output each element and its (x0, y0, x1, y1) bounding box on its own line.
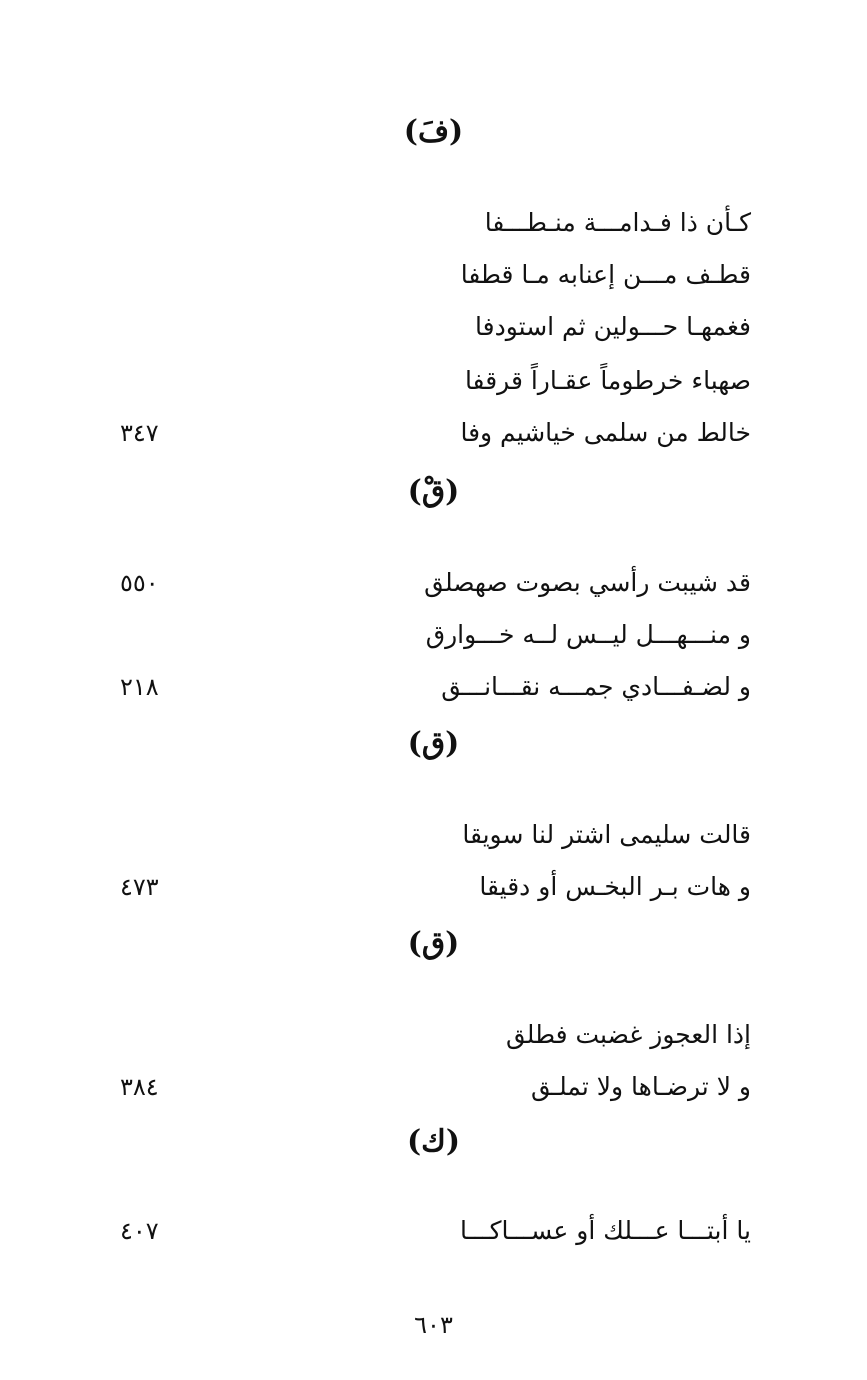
verse-line: قالت سليمى اشتر لنا سويقا (462, 820, 751, 849)
reference-number: ٤٠٧ (120, 1217, 159, 1245)
verse-line: خالط من سلمى خياشيم وفا (460, 418, 751, 447)
rhyme-heading-qaf: (ق) (407, 726, 460, 761)
verse-line: فغمهـا حـــولين ثم استودفا (475, 312, 751, 341)
verse-line: و لضـفـــادي جمـــه نقـــانـــق (441, 672, 751, 701)
rhyme-heading-kaf: (ك) (406, 1124, 461, 1159)
rhyme-heading-fa: (فَ) (403, 114, 464, 149)
verse-line: يا أبتـــا عـــلك أو عســـاكـــا (460, 1216, 751, 1245)
verse-line: قد شيبت رأسي بصوت صهصلق (424, 568, 751, 597)
reference-number: ٣٨٤ (120, 1073, 159, 1101)
reference-number: ٣٤٧ (120, 419, 159, 447)
reference-number: ٢١٨ (120, 673, 159, 701)
page-number: ٦٠٣ (414, 1311, 453, 1339)
verse-line: إذا العجوز غضبت فطلق (505, 1020, 751, 1049)
rhyme-heading-qaf: (ق) (407, 926, 460, 961)
reference-number: ٤٧٣ (120, 873, 159, 901)
verse-line: كـأن ذا فـدامـــة منـطـــفا (484, 208, 751, 237)
verse-line: و منـــهـــل ليــس لــه خـــوارق (425, 620, 751, 649)
verse-line: صهباء خرطوماً عقـاراً قرقفا (464, 366, 751, 395)
verse-line: قطـف مـــن إعنابه مـا قطفا (460, 260, 751, 289)
rhyme-heading-qaf-sukun: (قْ) (407, 474, 460, 509)
verse-line: و لا ترضـاها ولا تملـق (530, 1072, 751, 1101)
verse-line: و هات بـر البخـس أو دقيقا (479, 872, 751, 901)
reference-number: ٥٥٠ (120, 569, 159, 597)
